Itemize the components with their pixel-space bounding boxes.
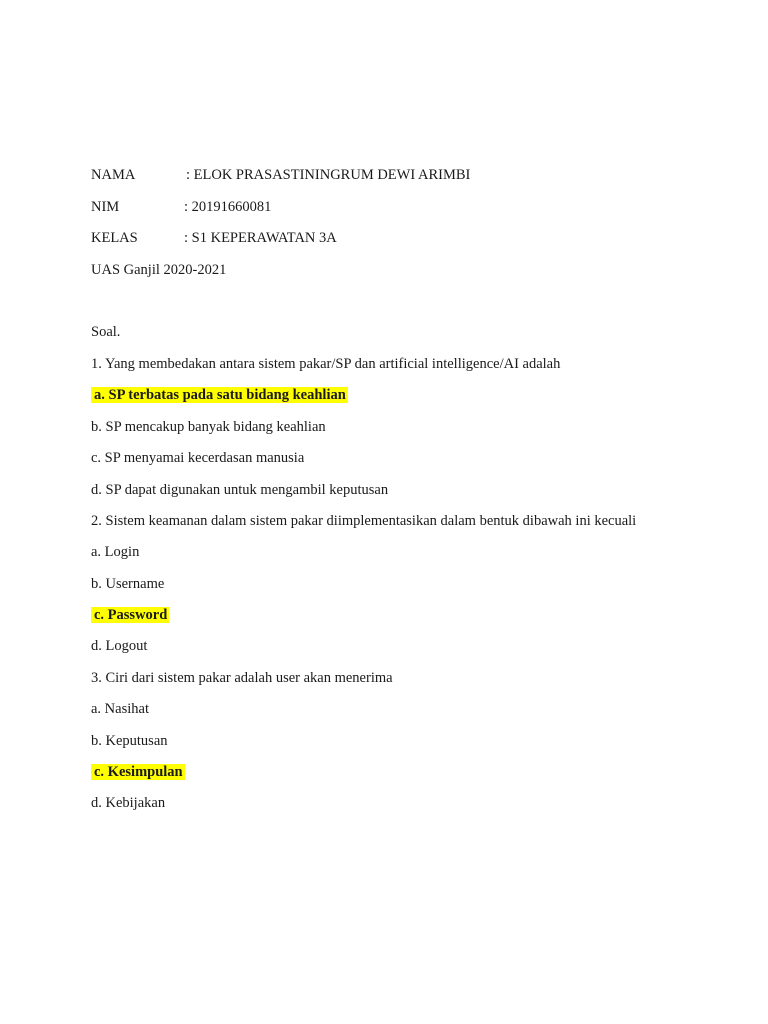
question-3: 3. Ciri dari sistem pakar adalah user akan menerima <box>91 670 393 686</box>
option-2c <box>91 606 169 624</box>
field-nama <box>91 166 470 184</box>
exam-title: UAS Ganjil 2020-2021 <box>91 262 227 278</box>
answer-highlight: c. Kesimpulan <box>91 764 185 780</box>
option-3c <box>91 763 185 781</box>
option-3b: b. Keputusan <box>91 733 168 749</box>
answer-highlight: c. Password <box>91 607 169 623</box>
field-nim <box>91 198 271 216</box>
option-1b: b. SP mencakup banyak bidang keahlian <box>91 419 326 435</box>
question-2: 2. Sistem keamanan dalam sistem pakar diimplementasikan dalam bentuk dibawah ini kecuali <box>91 513 637 529</box>
field-value-nama: : ELOK PRASASTININGRUM DEWI ARIMBI <box>186 167 471 183</box>
option-3a: a. Nasihat <box>91 701 149 717</box>
answer-highlight: a. SP terbatas pada satu bidang keahlian <box>91 387 348 403</box>
option-2a: a. Login <box>91 544 140 560</box>
option-2d: d. Logout <box>91 638 148 654</box>
field-label-kelas: KELAS <box>91 230 138 246</box>
field-label-nim: NIM <box>91 199 120 215</box>
field-kelas <box>91 229 337 247</box>
option-2b: b. Username <box>91 576 165 592</box>
option-1c: c. SP menyamai kecerdasan manusia <box>91 450 305 466</box>
field-value-kelas: : S1 KEPERAWATAN 3A <box>184 230 337 246</box>
soal-heading: Soal. <box>91 324 121 340</box>
option-3d: d. Kebijakan <box>91 795 166 811</box>
option-1a <box>91 386 348 404</box>
field-value-nim: : 20191660081 <box>184 199 272 215</box>
option-1d: d. SP dapat digunakan untuk mengambil keputusan <box>91 482 389 498</box>
question-1: 1. Yang membedakan antara sistem pakar/SP dan artificial intelligence/AI adalah <box>91 356 561 372</box>
field-label-nama: NAMA <box>91 167 136 183</box>
